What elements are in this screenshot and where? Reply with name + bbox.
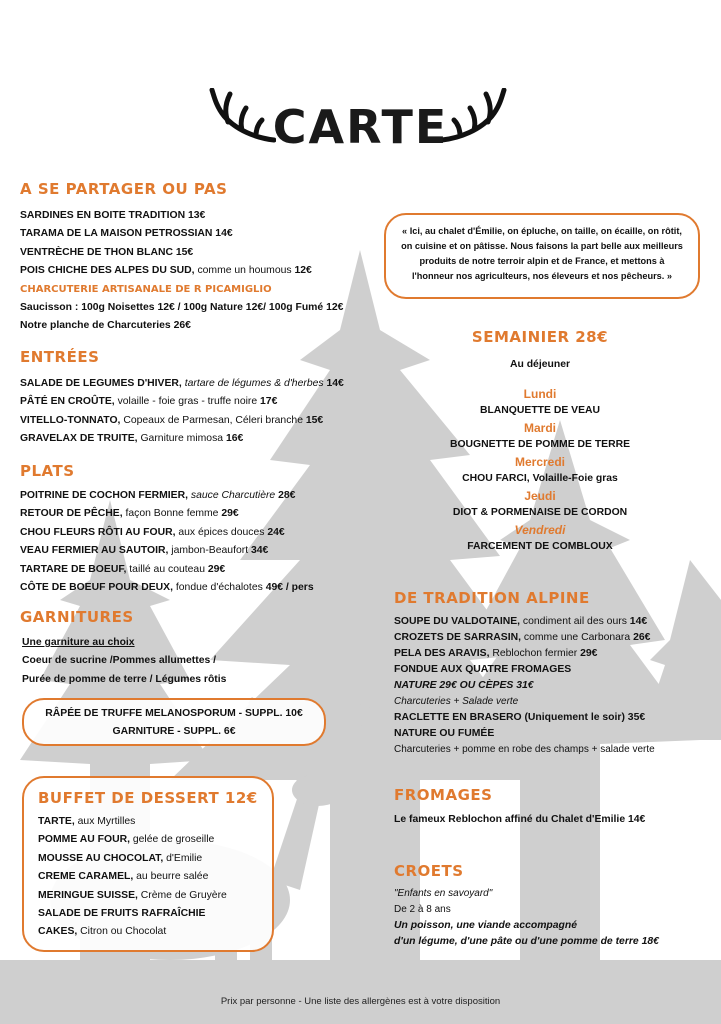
quote-line: l'honneur nos agriculteurs, nos éleveurs et nos pêcheurs. » (411, 271, 673, 281)
garnitures-list (22, 634, 226, 689)
list-item: POMME AU FOUR, gelée de groseille (38, 834, 215, 846)
section-heading-partager: A SE PARTAGER OU PAS (20, 180, 228, 198)
list-item: POITRINE DE COCHON FERMIER, sauce Charcutière 28€ (20, 490, 296, 501)
list-item: VENTRÈCHE DE THON BLANC 15€ (20, 246, 194, 258)
list-item: SARDINES EN BOITE TRADITION 13€ (20, 210, 206, 221)
raclette-option: NATURE OU FUMÉE (394, 728, 495, 739)
truffe-supplement-box (22, 698, 326, 746)
list-item: CÔTE DE BOEUF POUR DEUX, fondue d'échalotes 49€ / pers (20, 582, 314, 594)
section-heading-dessert: BUFFET DE DESSERT 12€ (38, 789, 258, 807)
quote-box (384, 213, 700, 299)
list-item: MERINGUE SUISSE, Crème de Gruyère (38, 889, 227, 901)
list-item: POIS CHICHE DES ALPES DU SUD, comme un houmous 12€ (20, 265, 312, 277)
semainier-list (380, 356, 700, 556)
quote-line: produits de notre terroir alpin et de France, et mettons à (419, 256, 665, 266)
list-item: GRAVELAX DE TRUITE, Garniture mimosa 16€ (20, 433, 244, 445)
raclette-item: RACLETTE EN BRASERO (Uniquement le soir) 35€ (394, 712, 646, 723)
day-dish: CHOU FARCI, Volaille-Foie gras (462, 473, 618, 484)
list-item: TARTE, aux Myrtilles (38, 816, 136, 827)
garniture-choice: Une garniture au choix (22, 637, 135, 648)
list-item: SALADE DE LEGUMES D'HIVER, tartare de légumes & d'herbes 14€ (20, 378, 344, 389)
garniture-supplement-line: GARNITURE - SUPPL. 6€ (112, 726, 236, 738)
list-item: Le fameux Reblochon affiné du Chalet d'Emilie 14€ (394, 814, 646, 825)
list-item: VITELLO-TONNATO, Copeaux de Parmesan, Céleri branche 15€ (20, 414, 324, 426)
section-heading-tradition: DE TRADITION ALPINE (394, 589, 590, 607)
semainier-subtitle: Au déjeuner (509, 359, 571, 370)
section-heading-garnitures: GARNITURES (20, 608, 134, 626)
list-item: PÂTÉ EN CROÛTE, volaille - foie gras - truffe noire 17€ (20, 396, 278, 408)
section-heading-plats: PLATS (20, 462, 75, 480)
list-item: Saucisson : 100g Noisettes 12€ / 100g Nature 12€/ 100g Fumé 12€ (20, 302, 344, 314)
list-item: Purée de pomme de terre / Légumes rôtis (22, 673, 227, 685)
day-label: Mercredi (514, 455, 566, 469)
truffe-line: RÂPÉE DE TRUFFE MELANOSPORUM - SUPPL. 10€ (45, 708, 303, 719)
list-item: SALADE DE FRUITS RAFRAÎCHIE (38, 908, 206, 920)
title-text: CARTE (272, 100, 449, 154)
day-dish: DIOT & PORMENAISE DE CORDON (452, 507, 628, 518)
section-heading-entrees: ENTRÉES (20, 348, 100, 366)
raclette-sides: Charcuteries + pomme en robe des champs + salade verte (394, 744, 655, 755)
list-item: TARTARE DE BOEUF, taillé au couteau 29€ (20, 563, 226, 575)
day-label: Lundi (523, 387, 557, 401)
charcuterie-subheading: CHARCUTERIE ARTISANALE DE R PICAMIGLIO (20, 283, 272, 295)
quote-line: « Ici, au chalet d'Émilie, on épluche, on taille, on écaille, on rôtit, (402, 226, 682, 236)
section-heading-croets: CROETS (394, 862, 464, 880)
day-label: Jeudi (524, 489, 556, 503)
list-item: CAKES, Citron ou Chocolat (38, 926, 167, 938)
section-heading-semainier: SEMAINIER 28€ (471, 328, 609, 346)
fondue-sides: Charcuteries + Salade verte (394, 696, 519, 707)
page-title (0, 100, 721, 154)
quote-line: on cuisine et on pâtisse. Nous faisons la part belle aux meilleurs (401, 241, 683, 251)
dessert-list (38, 813, 227, 942)
croets-line: Un poisson, une viande accompagné (394, 920, 578, 931)
list-item: VEAU FERMIER AU SAUTOIR, jambon-Beaufort 34€ (20, 545, 269, 557)
list-item: RETOUR DE PÊCHE, façon Bonne femme 29€ (20, 508, 239, 520)
croets-list (394, 886, 659, 950)
list-item: FONDUE AUX QUATRE FROMAGES (394, 664, 572, 675)
day-dish: FARCEMENT DE COMBLOUX (467, 541, 613, 552)
list-item: CROZETS DE SARRASIN, comme une Carbonara 26€ (394, 632, 651, 643)
footer-note: Prix par personne - Une liste des allergènes est à votre disposition (220, 996, 501, 1007)
croets-line: d'un légume, d'une pâte ou d'une pomme de terre 18€ (394, 936, 659, 947)
list-item: PELA DES ARAVIS, Reblochon fermier 29€ (394, 648, 598, 659)
fondue-option: NATURE 29€ OU CÈPES 31€ (394, 680, 534, 691)
list-item: CHOU FLEURS RÔTI AU FOUR, aux épices douces 24€ (20, 526, 285, 538)
entrees-list (20, 375, 344, 449)
list-item: Coeur de sucrine /Pommes allumettes / (22, 655, 217, 667)
list-item: MOUSSE AU CHOCOLAT, d'Emilie (38, 852, 203, 864)
list-item: SOUPE DU VALDOTAINE, condiment ail des ours 14€ (394, 616, 648, 627)
croets-age: De 2 à 8 ans (394, 904, 451, 915)
list-item: TARAMA DE LA MAISON PETROSSIAN 14€ (20, 228, 233, 240)
tradition-list (394, 614, 655, 758)
section-heading-fromages: FROMAGES (394, 786, 493, 804)
fromages-list (394, 811, 645, 829)
plats-list (20, 487, 314, 597)
day-dish: BOUGNETTE DE POMME DE TERRE (449, 439, 631, 450)
day-label: Vendredi (514, 523, 566, 537)
day-dish: BLANQUETTE DE VEAU (479, 405, 601, 416)
partager-list (20, 207, 343, 336)
list-item: CREME CARAMEL, au beurre salée (38, 871, 209, 883)
list-item: Notre planche de Charcuteries 26€ (20, 320, 191, 332)
croets-line: "Enfants en savoyard" (394, 888, 493, 899)
day-label: Mardi (523, 421, 556, 435)
